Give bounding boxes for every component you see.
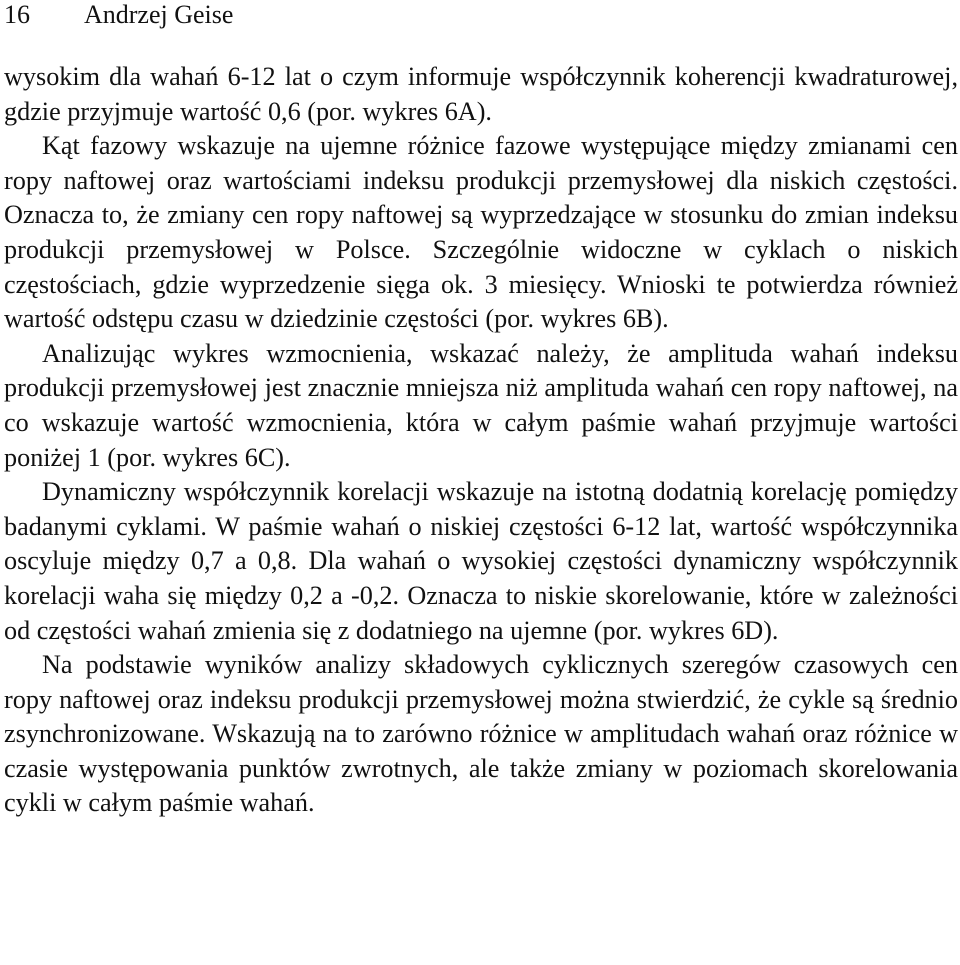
paragraph-conclusion: Na podstawie wyników analizy składowych cyklicznych szeregów czasowych cen ropy naftowej oraz indeksu produkcji przemysłowej można stwierdzić, że cykle są średnio zsynchronizowane. Wskazują na to zarówno różnice w amplitudach wahań oraz różnice w czasie występowania punktów zwrotnych, ale także zmiany w poziomach skorelowania cykli w całym paśmie wahań. [4, 650, 958, 818]
article-body [4, 60, 958, 821]
paragraph-dynamic-correlation: Dynamiczny współczynnik korelacji wskazuje na istotną dodatnią korelację pomiędzy badanymi cyklami. W paśmie wahań o niskiej częstości 6-12 lat, wartość współczynnika oscyluje między 0,7 a 0,8. Dla wahań o wysokiej częstości dynamiczny współczynnik korelacji waha się między 0,2 a -0,2. Oznacza to niskie skorelowanie, które w zależności od częstości wahań zmienia się z dodatniego na ujemne (por. wykres 6D). [4, 477, 958, 645]
paragraph-continuation: wysokim dla wahań 6-12 lat o czym informuje współczynnik koherencji kwadraturowej, gdzie przyjmuje wartość 0,6 (por. wykres 6A). [4, 62, 958, 126]
running-header [4, 0, 233, 30]
paragraph-gain: Analizując wykres wzmocnienia, wskazać należy, że amplituda wahań indeksu produkcji przemysłowej jest znacznie mniejsza niż amplituda wahań cen ropy naftowej, na co wskazuje wartość wzmocnienia, która w całym paśmie wahań przyjmuje wartości poniżej 1 (por. wykres 6C). [4, 338, 958, 472]
page-number: 16 [4, 0, 30, 29]
running-header-author: Andrzej Geise [84, 0, 234, 29]
paragraph-phase-angle: Kąt fazowy wskazuje na ujemne różnice fazowe występujące między zmianami cen ropy naftowej oraz wartościami indeksu produkcji przemysłowej dla niskich częstości. Oznacza to, że zmiany cen ropy naftowej są wyprzedzające w stosunku do zmian indeksu produkcji przemysłowej w Polsce. Szczególnie widoczne w cyklach o niskich częstościach, gdzie wyprzedzenie sięga ok. 3 miesięcy. Wnioski te potwierdza również wartość odstępu czasu w dziedzinie częstości (por. wykres 6B). [4, 131, 958, 334]
